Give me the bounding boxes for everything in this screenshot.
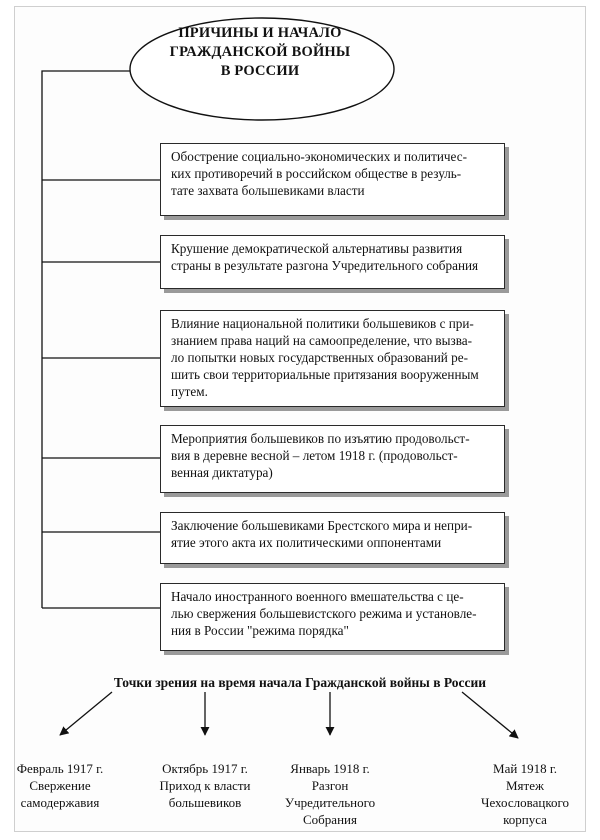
cause-line: венная диктатура) [171,465,273,480]
viewpoint-4 [470,760,580,828]
cause-line: ло попытки новых государственных образований ре- [171,350,468,365]
viewpoint-line: Мятеж [506,778,544,793]
arrow-viewpoint-1 [60,692,112,735]
viewpoint-line: Январь 1918 г. [290,761,370,776]
viewpoint-line: Разгон [311,778,349,793]
cause-line: ятие этого акта их политическими оппонентами [171,535,442,550]
viewpoint-line: самодержавия [20,795,100,810]
cause-line: ких противоречий в российском обществе в резуль- [171,166,462,181]
cause-line: ния в России "режима порядка" [171,623,349,638]
viewpoint-line: Приход к власти [159,778,251,793]
cause-box-1 [160,143,505,216]
title-line: В РОССИИ [220,63,300,79]
cause-line: лью свержения большевистского режима и установле- [171,606,477,621]
viewpoint-line: Учредительного [284,795,376,810]
cause-box-2 [160,235,505,289]
cause-line: Мероприятия большевиков по изъятию продовольст- [171,431,470,446]
viewpoint-line: Чехословацкого [481,795,569,810]
cause-line: Обострение социально-экономических и политичес- [171,149,467,164]
viewpoint-2 [150,760,260,811]
title-line: ГРАЖДАНСКОЙ ВОЙНЫ [169,44,351,60]
cause-box-3 [160,310,505,407]
cause-line: страны в результате разгона Учредительного собрания [171,258,479,273]
cause-box-5 [160,512,505,564]
cause-line: Крушение демократической альтернативы развития [171,241,463,256]
cause-line: тате захвата большевиками власти [171,183,365,198]
viewpoints-heading: Точки зрения на время начала Гражданской войны в России [113,675,487,690]
cause-line: Начало иностранного военного вмешательства с це- [171,589,464,604]
title-line: ПРИЧИНЫ И НАЧАЛО [178,25,342,41]
cause-line: Заключение большевиками Брестского мира и непри- [171,518,473,533]
cause-line: Влияние национальной политики большевиков с при- [171,316,474,331]
viewpoint-line: Свержение [29,778,91,793]
cause-box-6 [160,583,505,651]
viewpoint-line: Собрания [303,812,357,827]
viewpoint-line: Февраль 1917 г. [16,761,104,776]
cause-line: путем. [171,384,208,399]
cause-line: вия в деревне весной – летом 1918 г. (продовольст- [171,448,458,463]
viewpoint-3 [280,760,380,828]
diagram-title [150,24,370,81]
arrow-viewpoint-4 [462,692,518,738]
viewpoint-1 [12,760,108,811]
cause-line: шить свои территориальные притязания вооруженным [171,367,479,382]
bracket-top-line [42,71,130,608]
viewpoint-line: Май 1918 г. [493,761,557,776]
cause-line: знанием права наций на самоопределение, что вызва- [171,333,473,348]
cause-box-4 [160,425,505,493]
viewpoint-line: Октябрь 1917 г. [162,761,248,776]
viewpoint-line: большевиков [168,795,242,810]
viewpoint-line: корпуса [503,812,547,827]
